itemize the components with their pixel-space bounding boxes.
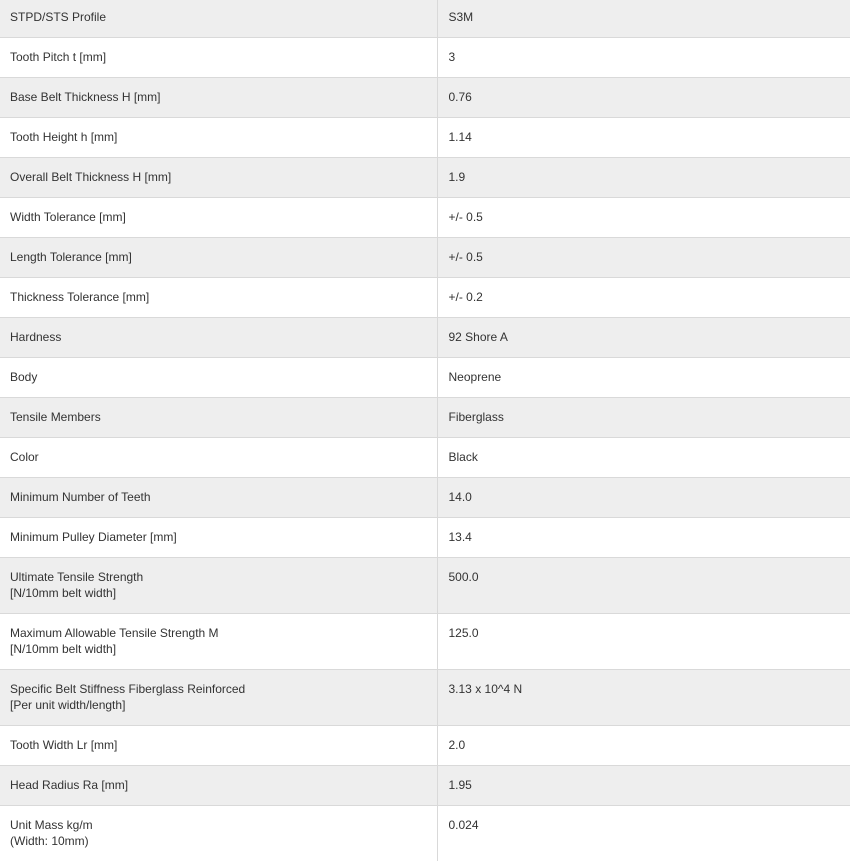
spec-label	[0, 669, 437, 725]
spec-label: Hardness	[0, 317, 437, 357]
spec-row-length-tolerance	[0, 237, 850, 277]
spec-row-head-radius	[0, 765, 850, 805]
spec-row-overall-belt-thickness	[0, 157, 850, 197]
spec-label-line-2: [N/10mm belt width]	[10, 585, 117, 600]
spec-label: Color	[0, 437, 437, 477]
spec-value: 0.76	[437, 77, 850, 117]
spec-value: 1.95	[437, 765, 850, 805]
spec-row-base-belt-thickness	[0, 77, 850, 117]
spec-value: 92 Shore A	[437, 317, 850, 357]
spec-label: Minimum Pulley Diameter [mm]	[0, 517, 437, 557]
spec-label-line-2: (Width: 10mm)	[10, 833, 89, 848]
spec-value: 3.13 x 10^4 N	[437, 669, 850, 725]
spec-row-specific-belt-stiffness	[0, 669, 850, 725]
spec-value: +/- 0.2	[437, 277, 850, 317]
spec-label: Length Tolerance [mm]	[0, 237, 437, 277]
spec-label: Base Belt Thickness H [mm]	[0, 77, 437, 117]
spec-label: Minimum Number of Teeth	[0, 477, 437, 517]
spec-value: 3	[437, 37, 850, 77]
spec-row-tensile-members	[0, 397, 850, 437]
spec-label: STPD/STS Profile	[0, 0, 437, 37]
spec-label: Overall Belt Thickness H [mm]	[0, 157, 437, 197]
spec-value: S3M	[437, 0, 850, 37]
spec-row-hardness	[0, 317, 850, 357]
spec-label: Tooth Pitch t [mm]	[0, 37, 437, 77]
spec-label: Thickness Tolerance [mm]	[0, 277, 437, 317]
spec-value: 0.024	[437, 805, 850, 861]
spec-row-tooth-pitch	[0, 37, 850, 77]
spec-row-thickness-tolerance	[0, 277, 850, 317]
spec-value: +/- 0.5	[437, 237, 850, 277]
spec-label	[0, 805, 437, 861]
spec-value: 14.0	[437, 477, 850, 517]
spec-value: 500.0	[437, 557, 850, 613]
spec-label-line-1: Maximum Allowable Tensile Strength M	[10, 625, 219, 640]
spec-label	[0, 557, 437, 613]
spec-row-minimum-pulley-diameter	[0, 517, 850, 557]
spec-label: Head Radius Ra [mm]	[0, 765, 437, 805]
spec-label: Width Tolerance [mm]	[0, 197, 437, 237]
spec-value: Neoprene	[437, 357, 850, 397]
spec-value: 1.14	[437, 117, 850, 157]
spec-label-line-2: [N/10mm belt width]	[10, 641, 117, 656]
spec-row-unit-mass	[0, 805, 850, 861]
spec-label-line-1: Unit Mass kg/m	[10, 817, 93, 832]
spec-label: Body	[0, 357, 437, 397]
spec-label-line-2: [Per unit width/length]	[10, 697, 126, 712]
spec-row-profile	[0, 0, 850, 37]
spec-row-width-tolerance	[0, 197, 850, 237]
spec-value: +/- 0.5	[437, 197, 850, 237]
spec-value: 1.9	[437, 157, 850, 197]
spec-label-line-1: Ultimate Tensile Strength	[10, 569, 144, 584]
spec-row-tooth-height	[0, 117, 850, 157]
spec-row-body	[0, 357, 850, 397]
spec-row-ultimate-tensile-strength	[0, 557, 850, 613]
spec-value: 13.4	[437, 517, 850, 557]
spec-row-color	[0, 437, 850, 477]
spec-label-line-1: Specific Belt Stiffness Fiberglass Reinforced	[10, 681, 246, 696]
spec-row-tooth-width	[0, 725, 850, 765]
spec-value: Fiberglass	[437, 397, 850, 437]
spec-label: Tensile Members	[0, 397, 437, 437]
spec-row-minimum-number-of-teeth	[0, 477, 850, 517]
spec-value: 125.0	[437, 613, 850, 669]
spec-row-maximum-allowable-tensile-strength	[0, 613, 850, 669]
spec-label: Tooth Width Lr [mm]	[0, 725, 437, 765]
spec-label	[0, 613, 437, 669]
spec-value: 2.0	[437, 725, 850, 765]
spec-value: Black	[437, 437, 850, 477]
spec-label: Tooth Height h [mm]	[0, 117, 437, 157]
